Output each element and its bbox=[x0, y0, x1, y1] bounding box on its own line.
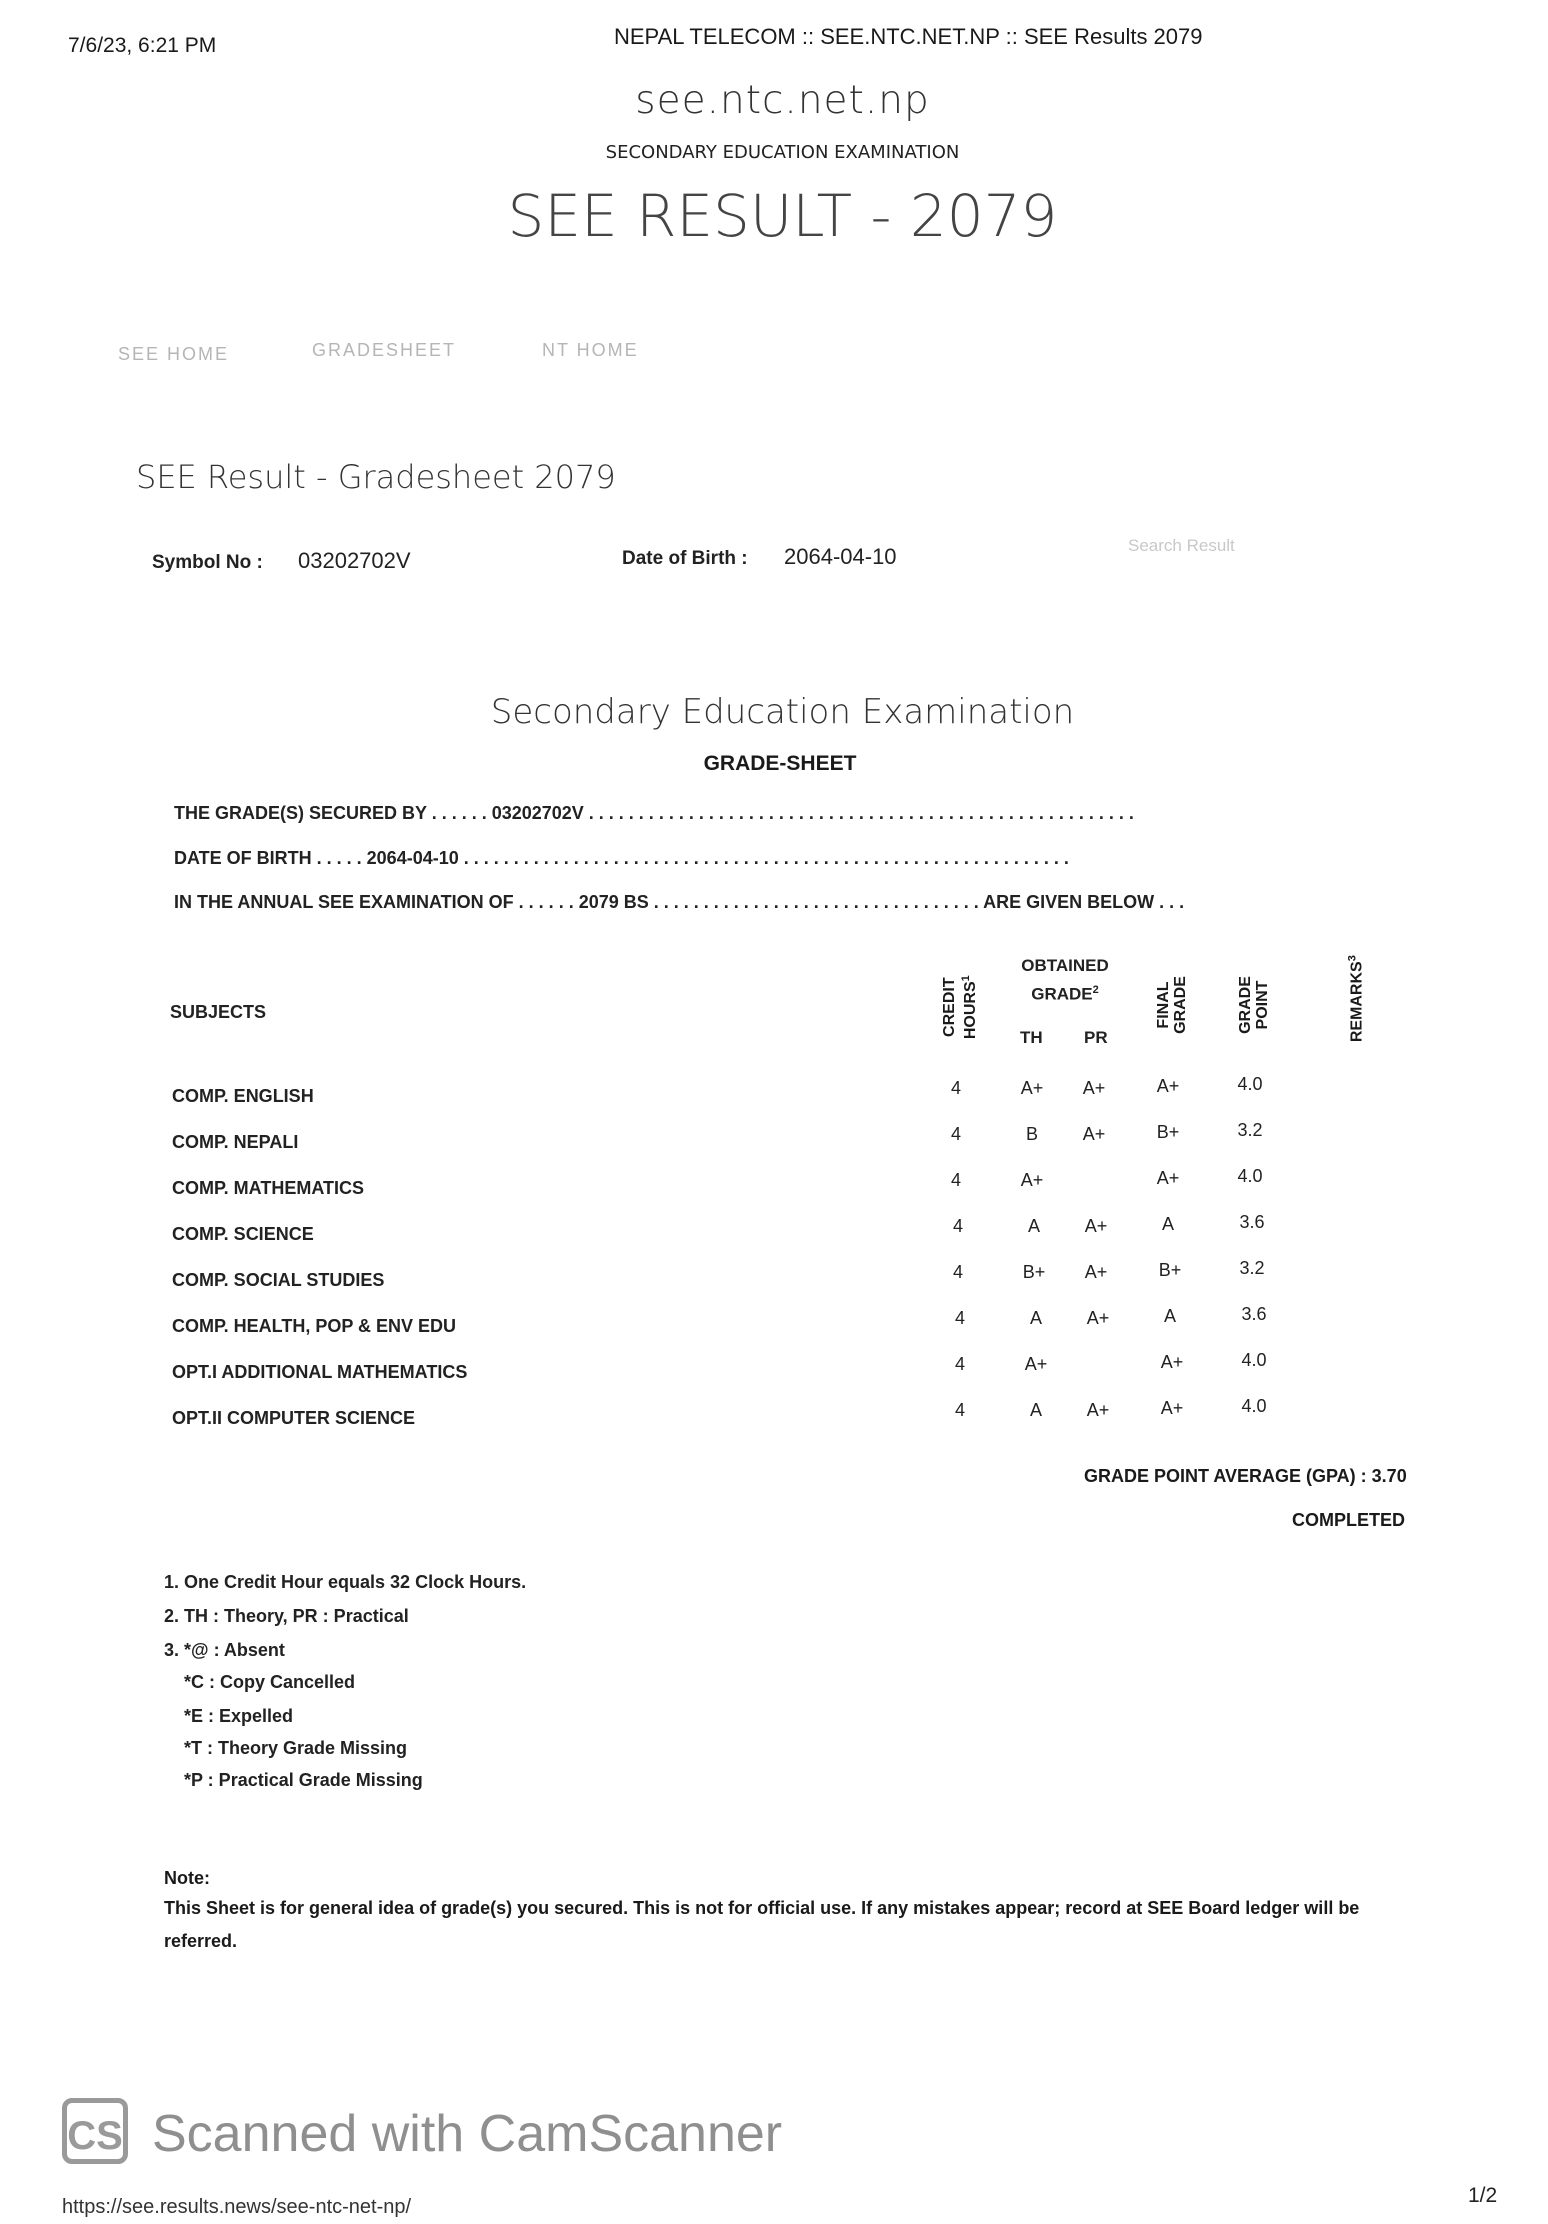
gradesheet-subtitle: GRADE-SHEET bbox=[703, 752, 857, 775]
print-title: NEPAL TELECOM :: SEE.NTC.NET.NP :: SEE Results 2079 bbox=[614, 24, 1203, 49]
legend-item: 1. One Credit Hour equals 32 Clock Hours. bbox=[164, 1572, 527, 1592]
final-grade: A bbox=[1161, 1214, 1174, 1234]
grade-pr: A+ bbox=[1082, 1124, 1106, 1144]
grade-th: A+ bbox=[1024, 1354, 1048, 1374]
header-final-text: FINAL bbox=[1155, 981, 1172, 1029]
grade-point: 4.0 bbox=[1241, 1350, 1267, 1370]
dob-line: DATE OF BIRTH . . . . . 2064-04-10 . . . . . . . . . . . . . . . . . . . . . . . . . . . . . . . . . . . . . . . . . . . . . . . . . . . . . . . . . . . . . bbox=[174, 848, 1069, 868]
nav-nt-home[interactable]: NT HOME bbox=[542, 340, 639, 360]
final-grade: A bbox=[1163, 1306, 1176, 1326]
page-number: 1/2 bbox=[1468, 2184, 1498, 2207]
header-obtained-grade bbox=[1000, 954, 1130, 1007]
subject-name: COMP. SCIENCE bbox=[172, 1224, 314, 1244]
header-pr: PR bbox=[1084, 1028, 1108, 1047]
grade-th: B bbox=[1025, 1124, 1038, 1144]
legend-item: *P : Practical Grade Missing bbox=[184, 1770, 423, 1790]
subject-name: COMP. SOCIAL STUDIES bbox=[172, 1270, 385, 1290]
grade-point: 3.2 bbox=[1239, 1258, 1265, 1278]
symbol-value: 03202702V bbox=[298, 548, 411, 573]
header-point-text: POINT bbox=[1254, 980, 1271, 1030]
nav-gradesheet[interactable]: GRADESHEET bbox=[312, 340, 457, 360]
subject-name: COMP. MATHEMATICS bbox=[172, 1178, 364, 1198]
credit-hours: 4 bbox=[952, 1262, 963, 1282]
legend-item: *T : Theory Grade Missing bbox=[184, 1738, 408, 1758]
camscanner-watermark: Scanned with CamScanner bbox=[152, 2105, 783, 2163]
header-grade-point bbox=[1237, 965, 1271, 1045]
grade-th: A bbox=[1029, 1400, 1042, 1420]
credit-hours: 4 bbox=[954, 1400, 965, 1420]
grade-pr: A+ bbox=[1084, 1216, 1108, 1236]
legend-item: 3. *@ : Absent bbox=[164, 1640, 285, 1660]
footnote-1-marker: 1 bbox=[959, 975, 972, 982]
footer-url: https://see.results.news/see-ntc-net-np/ bbox=[62, 2196, 412, 2218]
grade-pr: A+ bbox=[1086, 1308, 1110, 1328]
header-final-grade bbox=[1155, 965, 1189, 1045]
grade-pr: A+ bbox=[1084, 1262, 1108, 1282]
legend-item: *E : Expelled bbox=[184, 1706, 294, 1726]
final-grade: A+ bbox=[1160, 1398, 1184, 1418]
final-grade: A+ bbox=[1156, 1168, 1180, 1188]
nav-see-home[interactable]: SEE HOME bbox=[118, 344, 230, 364]
grade-point: 4.0 bbox=[1237, 1074, 1263, 1094]
credit-hours: 4 bbox=[954, 1308, 965, 1328]
header-subjects: SUBJECTS bbox=[170, 1002, 267, 1022]
header-gp-grade-text: GRADE bbox=[1237, 976, 1254, 1034]
header-remarks bbox=[1344, 944, 1365, 1054]
subject-name: COMP. HEALTH, POP & ENV EDU bbox=[172, 1316, 457, 1336]
final-grade: B+ bbox=[1158, 1260, 1182, 1280]
header-credit-text: CREDIT bbox=[940, 977, 958, 1037]
grade-point: 3.2 bbox=[1237, 1120, 1263, 1140]
grade-pr: A+ bbox=[1086, 1400, 1110, 1420]
search-result-button[interactable]: Search Result bbox=[1128, 536, 1235, 555]
note-heading: Note: bbox=[164, 1868, 210, 1888]
grade-pr: A+ bbox=[1082, 1078, 1106, 1098]
legend-item: *C : Copy Cancelled bbox=[184, 1672, 356, 1692]
credit-hours: 4 bbox=[954, 1354, 965, 1374]
grade-th: A+ bbox=[1020, 1170, 1044, 1190]
header-th: TH bbox=[1020, 1028, 1043, 1047]
note-body: This Sheet is for general idea of grade(s) you secured. This is not for official use. If any mistakes appear; record at SEE Board ledger will be referred. bbox=[164, 1898, 1360, 1951]
credit-hours: 4 bbox=[950, 1170, 961, 1190]
credit-hours: 4 bbox=[950, 1124, 961, 1144]
grade-point: 4.0 bbox=[1241, 1396, 1267, 1416]
final-grade: A+ bbox=[1156, 1076, 1180, 1096]
header-remarks-text: REMARKS bbox=[1348, 961, 1366, 1043]
grade-point: 4.0 bbox=[1237, 1166, 1263, 1186]
grade-th: B+ bbox=[1022, 1262, 1046, 1282]
grade-point: 3.6 bbox=[1241, 1304, 1267, 1324]
gradesheet-title: Secondary Education Examination bbox=[490, 692, 1075, 732]
final-grade: A+ bbox=[1160, 1352, 1184, 1372]
header-credit-hours bbox=[941, 967, 979, 1047]
header-obtained-text: OBTAINED bbox=[1021, 956, 1109, 975]
subject-name: OPT.II COMPUTER SCIENCE bbox=[172, 1408, 416, 1428]
grade-th: A bbox=[1027, 1216, 1040, 1236]
exam-line: IN THE ANNUAL SEE EXAMINATION OF . . . . . . 2079 BS . . . . . . . . . . . . . . . . . . . . . . . . . . . . . . . . . ARE GIVEN BELOW . . . bbox=[174, 892, 1185, 912]
result-status: COMPLETED bbox=[1292, 1510, 1406, 1530]
subject-name: OPT.I ADDITIONAL MATHEMATICS bbox=[172, 1362, 468, 1382]
dob-value: 2064-04-10 bbox=[784, 544, 897, 569]
legend-item: 2. TH : Theory, PR : Practical bbox=[164, 1606, 409, 1626]
site-subtitle: SECONDARY EDUCATION EXAMINATION bbox=[605, 142, 960, 163]
grades-secured-line: THE GRADE(S) SECURED BY . . . . . . 03202702V . . . . . . . . . . . . . . . . . . . . . . . . . . . . . . . . . . . . . . . . . . . . . . . . . . . . . . . bbox=[174, 803, 1134, 823]
grade-th: A bbox=[1029, 1308, 1042, 1328]
grade-th: A+ bbox=[1020, 1078, 1044, 1098]
header-final-grade-text: GRADE bbox=[1172, 976, 1189, 1034]
subject-name: COMP. NEPALI bbox=[172, 1132, 299, 1152]
final-grade: B+ bbox=[1156, 1122, 1180, 1142]
header-hours-text: HOURS bbox=[962, 981, 980, 1040]
credit-hours: 4 bbox=[952, 1216, 963, 1236]
print-date: 7/6/23, 6:21 PM bbox=[68, 34, 217, 57]
camscanner-logo-icon: CS bbox=[62, 2098, 128, 2164]
dob-label: Date of Birth : bbox=[622, 548, 748, 569]
footnote-3-marker: 3 bbox=[1346, 955, 1359, 962]
credit-hours: 4 bbox=[950, 1078, 961, 1098]
footnote-2-marker: 2 bbox=[1092, 984, 1099, 996]
header-grade-text: GRADE bbox=[1031, 984, 1093, 1004]
gpa-value: GRADE POINT AVERAGE (GPA) : 3.70 bbox=[1084, 1466, 1407, 1486]
section-title: SEE Result - Gradesheet 2079 bbox=[136, 458, 616, 496]
page-heading: SEE RESULT - 2079 bbox=[507, 182, 1058, 250]
grade-point: 3.6 bbox=[1239, 1212, 1265, 1232]
subject-name: COMP. ENGLISH bbox=[172, 1086, 314, 1106]
symbol-label: Symbol No : bbox=[152, 552, 263, 573]
site-name: see.ntc.net.np bbox=[635, 78, 930, 123]
